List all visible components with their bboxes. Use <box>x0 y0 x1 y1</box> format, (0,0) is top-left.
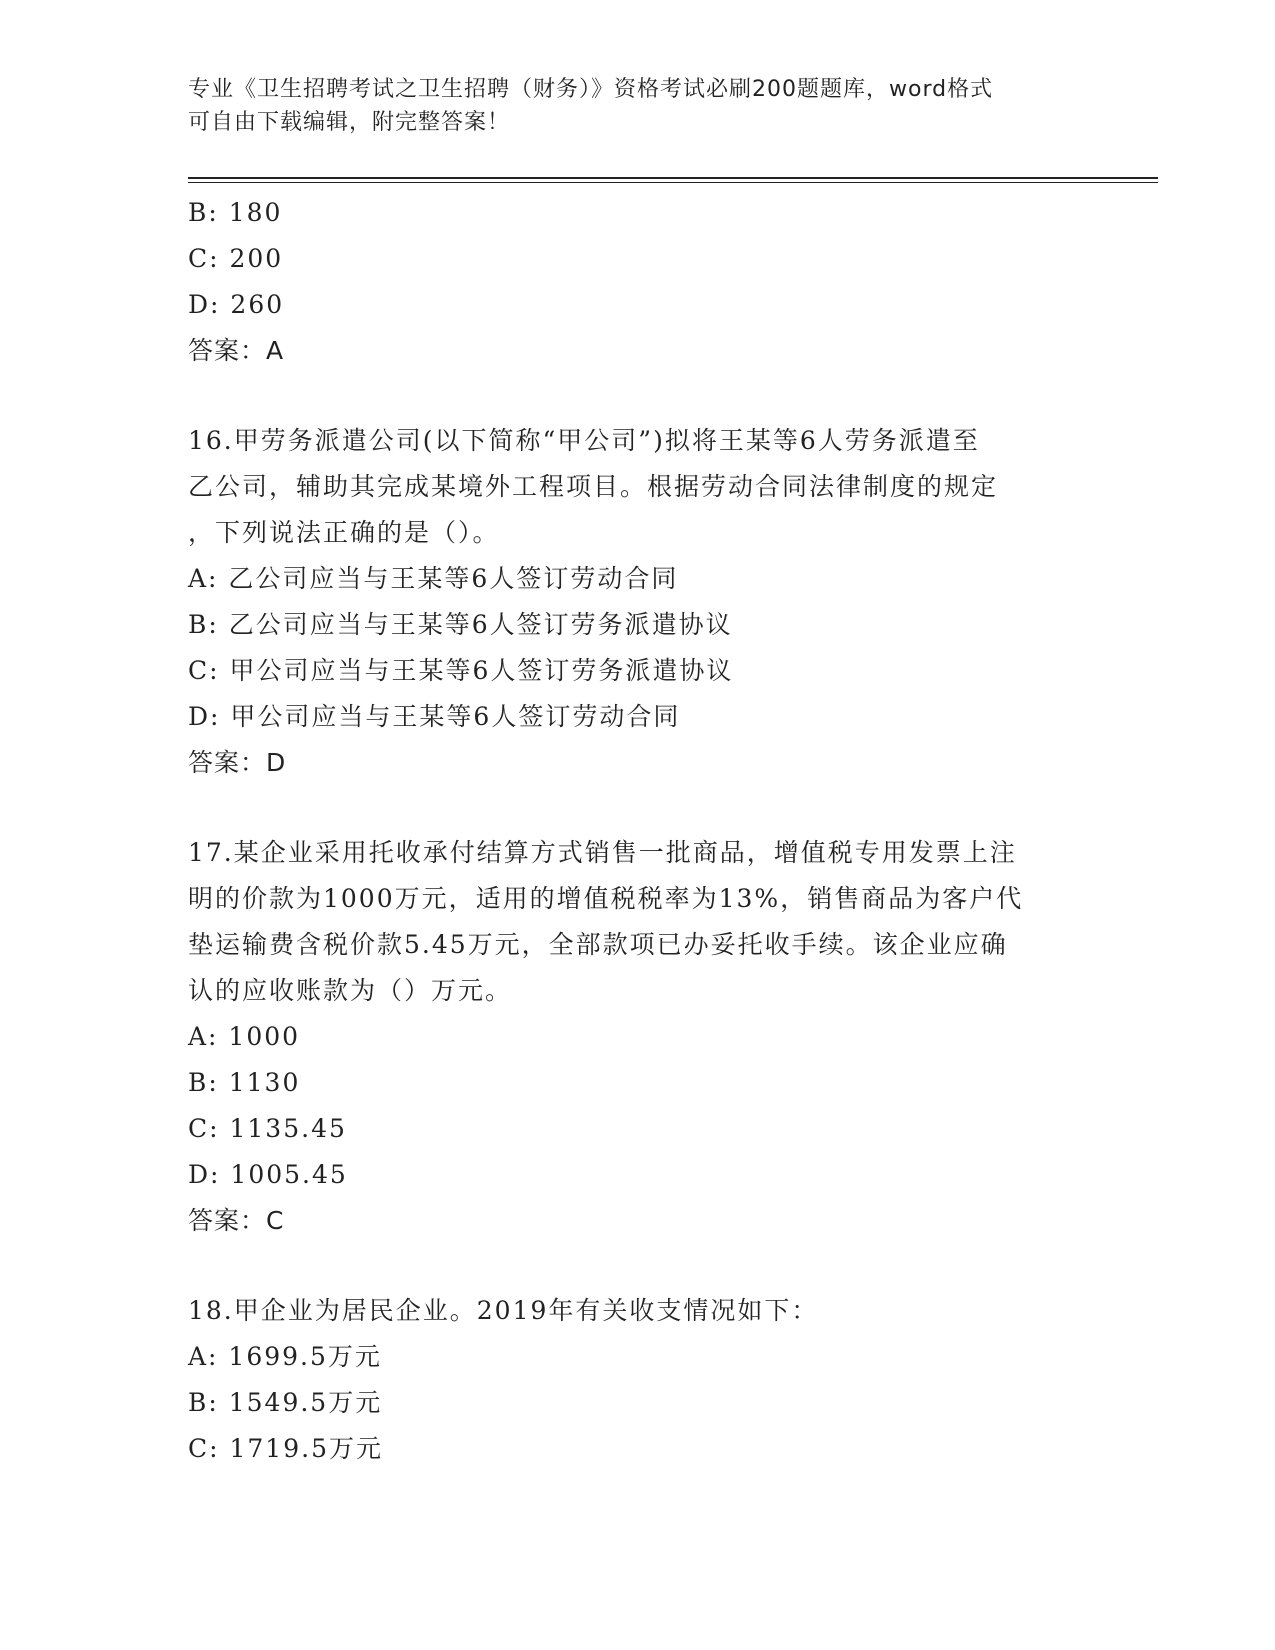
answer-line: 答案：D <box>188 748 287 777</box>
option-c: C: 200 <box>188 244 284 273</box>
answer-line: 答案：C <box>188 1206 285 1235</box>
question-stem-line: 明的价款为1000万元，适用的增值税税率为13%，销售商品为客户代 <box>188 884 1024 913</box>
option-c: C: 甲公司应当与王某等6人签订劳务派遣协议 <box>188 656 734 685</box>
question-stem-line: 16.甲劳务派遣公司(以下简称“甲公司”)拟将王某等6人劳务派遣至 <box>188 426 980 455</box>
document-header <box>188 73 1068 139</box>
option-c: C: 1135.45 <box>188 1114 347 1143</box>
question-stem-line: 17.某企业采用托收承付结算方式销售一批商品，增值税专用发票上注 <box>188 838 1017 867</box>
option-b: B: 1130 <box>188 1068 301 1097</box>
option-d: D: 260 <box>188 290 285 319</box>
question-15-continued <box>188 190 1088 374</box>
header-divider-thin <box>188 182 1158 183</box>
option-a: A: 乙公司应当与王某等6人签订劳动合同 <box>188 564 679 593</box>
header-line-1: 专业《卫生招聘考试之卫生招聘（财务）》资格考试必刷200题题库，word格式 <box>188 77 994 102</box>
question-stem-line: 垫运输费含税价款5.45万元，全部款项已办妥托收手续。该企业应确 <box>188 930 1008 959</box>
option-a: A: 1000 <box>188 1022 301 1051</box>
question-stem-line: 乙公司，辅助其完成某境外工程项目。根据劳动合同法律制度的规定 <box>188 472 999 501</box>
question-16 <box>188 418 1088 786</box>
header-line-2: 可自由下载编辑，附完整答案！ <box>188 110 511 135</box>
question-stem-line: 认的应收账款为（）万元。 <box>188 976 513 1005</box>
option-b: B: 180 <box>188 198 283 227</box>
option-c: C: 1719.5万元 <box>188 1434 383 1463</box>
option-d: D: 1005.45 <box>188 1160 348 1189</box>
answer-line: 答案：A <box>188 336 285 365</box>
option-b: B: 1549.5万元 <box>188 1388 383 1417</box>
question-17 <box>188 830 1088 1244</box>
option-d: D: 甲公司应当与王某等6人签订劳动合同 <box>188 702 681 731</box>
header-divider-thick <box>188 177 1158 179</box>
question-18 <box>188 1288 1088 1472</box>
page-content <box>188 190 1088 1472</box>
question-stem-line: ，下列说法正确的是（）。 <box>188 518 500 547</box>
question-stem-line: 18.甲企业为居民企业。2019年有关收支情况如下： <box>188 1296 819 1325</box>
option-b: B: 乙公司应当与王某等6人签订劳务派遣协议 <box>188 610 733 639</box>
option-a: A: 1699.5万元 <box>188 1342 382 1371</box>
